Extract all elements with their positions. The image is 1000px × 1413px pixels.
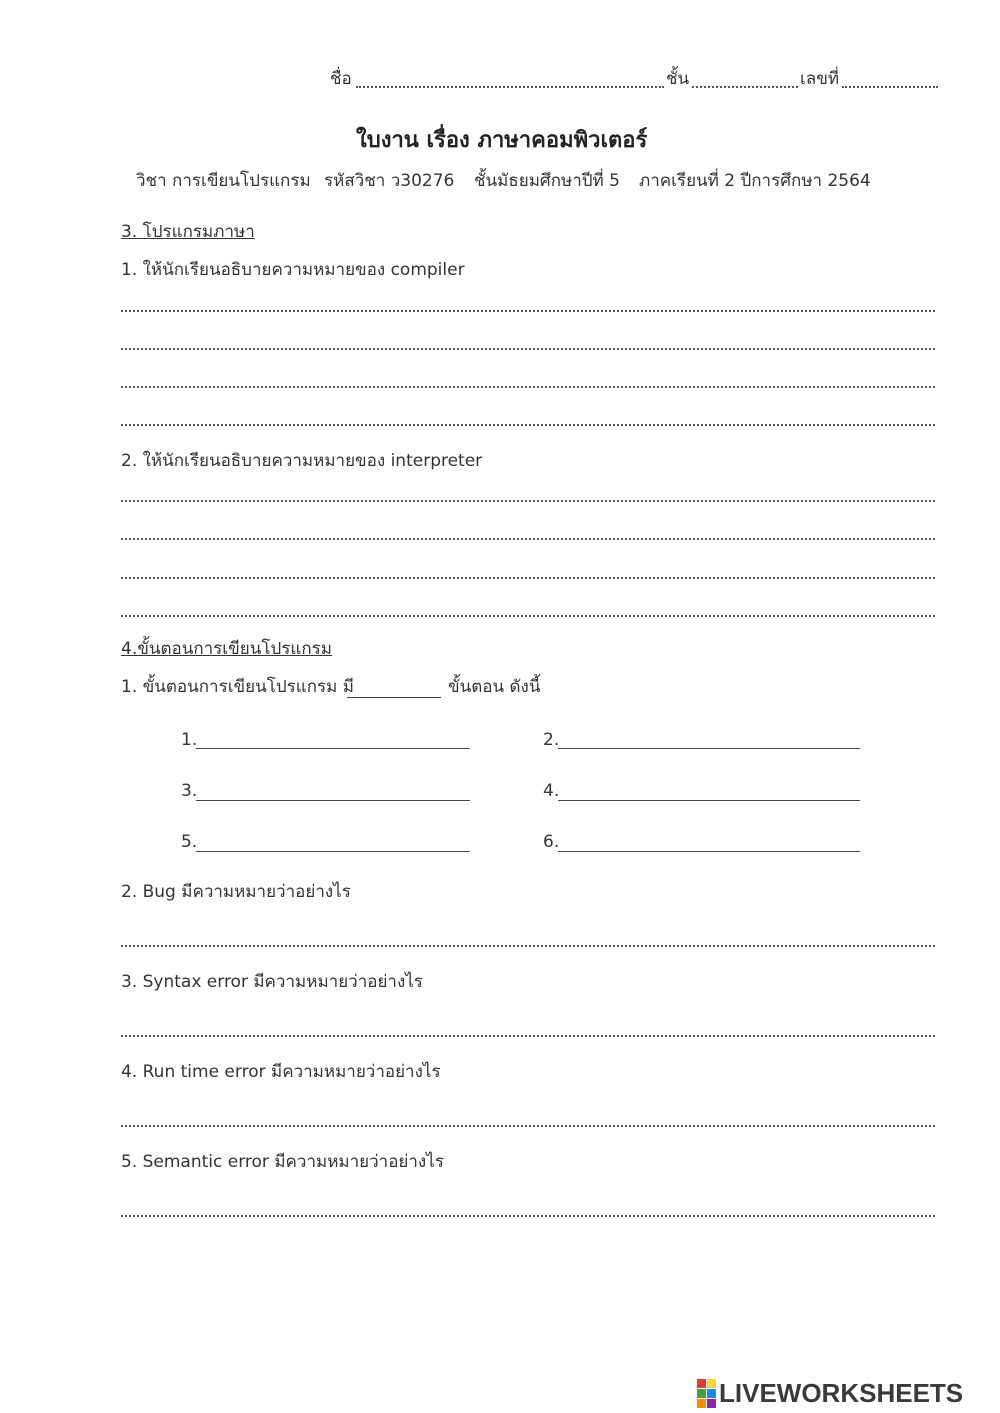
step-field-4[interactable] xyxy=(558,800,860,801)
class-label: ชั้น xyxy=(666,69,690,89)
steps-question-suffix: ขั้นตอน ดังนี้ xyxy=(448,677,541,697)
logo-block xyxy=(697,1399,706,1408)
answer-line[interactable] xyxy=(121,615,935,617)
answer-line[interactable] xyxy=(121,945,935,947)
question-syntax-error: 3. Syntax error มีความหมายว่าอย่างไร xyxy=(121,972,423,992)
liveworksheets-logo xyxy=(697,1378,963,1408)
question-bug: 2. Bug มีความหมายว่าอย่างไร xyxy=(121,882,351,902)
answer-line[interactable] xyxy=(121,1125,935,1127)
name-label: ชื่อ xyxy=(330,69,352,89)
section-4-heading: 4.ขั้นตอนการเขียนโปรแกรม xyxy=(121,639,332,659)
step-label-4: 4. xyxy=(543,781,560,801)
grade-level: ชั้นมัธยมศึกษาปีที่ 5 xyxy=(474,171,620,191)
question-runtime-error: 4. Run time error มีความหมายว่าอย่างไร xyxy=(121,1062,441,1082)
step-label-2: 2. xyxy=(543,730,560,750)
section-3-heading: 3. โปรแกรมภาษา xyxy=(121,222,255,242)
answer-line[interactable] xyxy=(121,577,935,579)
steps-question-prefix: 1. ขั้นตอนการเขียนโปรแกรม มี xyxy=(121,677,354,697)
step-label-3: 3. xyxy=(181,781,198,801)
step-field-3[interactable] xyxy=(196,800,470,801)
number-field[interactable] xyxy=(842,86,938,88)
answer-line[interactable] xyxy=(121,538,935,540)
steps-count-field[interactable] xyxy=(347,697,441,698)
step-field-1[interactable] xyxy=(196,748,470,749)
answer-line[interactable] xyxy=(121,310,935,312)
subject-code: รหัสวิชา ว30276 xyxy=(324,171,455,191)
logo-block xyxy=(697,1389,706,1398)
step-label-5: 5. xyxy=(181,832,198,852)
logo-text: LIVEWORKSHEETS xyxy=(719,1377,964,1408)
answer-line[interactable] xyxy=(121,1215,935,1217)
step-field-6[interactable] xyxy=(558,851,860,852)
answer-line[interactable] xyxy=(121,348,935,350)
name-field[interactable] xyxy=(356,86,664,88)
subject-name: วิชา การเขียนโปรแกรม xyxy=(136,171,311,191)
logo-block xyxy=(707,1399,716,1408)
step-field-5[interactable] xyxy=(196,851,470,852)
term-year: ภาคเรียนที่ 2 ปีการศึกษา 2564 xyxy=(639,171,871,191)
step-label-1: 1. xyxy=(181,730,198,750)
liveworksheets-mark-icon xyxy=(697,1379,716,1408)
question-compiler: 1. ให้นักเรียนอธิบายความหมายของ compiler xyxy=(121,260,465,280)
answer-line[interactable] xyxy=(121,424,935,426)
number-label: เลขที่ xyxy=(800,69,840,89)
answer-line[interactable] xyxy=(121,386,935,388)
logo-block xyxy=(697,1379,706,1388)
logo-block xyxy=(707,1379,716,1388)
answer-line[interactable] xyxy=(121,500,935,502)
logo-block xyxy=(707,1389,716,1398)
page-title: ใบงาน เรื่อง ภาษาคอมพิวเตอร์ xyxy=(356,128,648,153)
answer-line[interactable] xyxy=(121,1035,935,1037)
question-interpreter: 2. ให้นักเรียนอธิบายความหมายของ interpreter xyxy=(121,451,483,471)
question-semantic-error: 5. Semantic error มีความหมายว่าอย่างไร xyxy=(121,1152,444,1172)
step-label-6: 6. xyxy=(543,832,560,852)
class-field[interactable] xyxy=(692,86,798,88)
step-field-2[interactable] xyxy=(558,748,860,749)
